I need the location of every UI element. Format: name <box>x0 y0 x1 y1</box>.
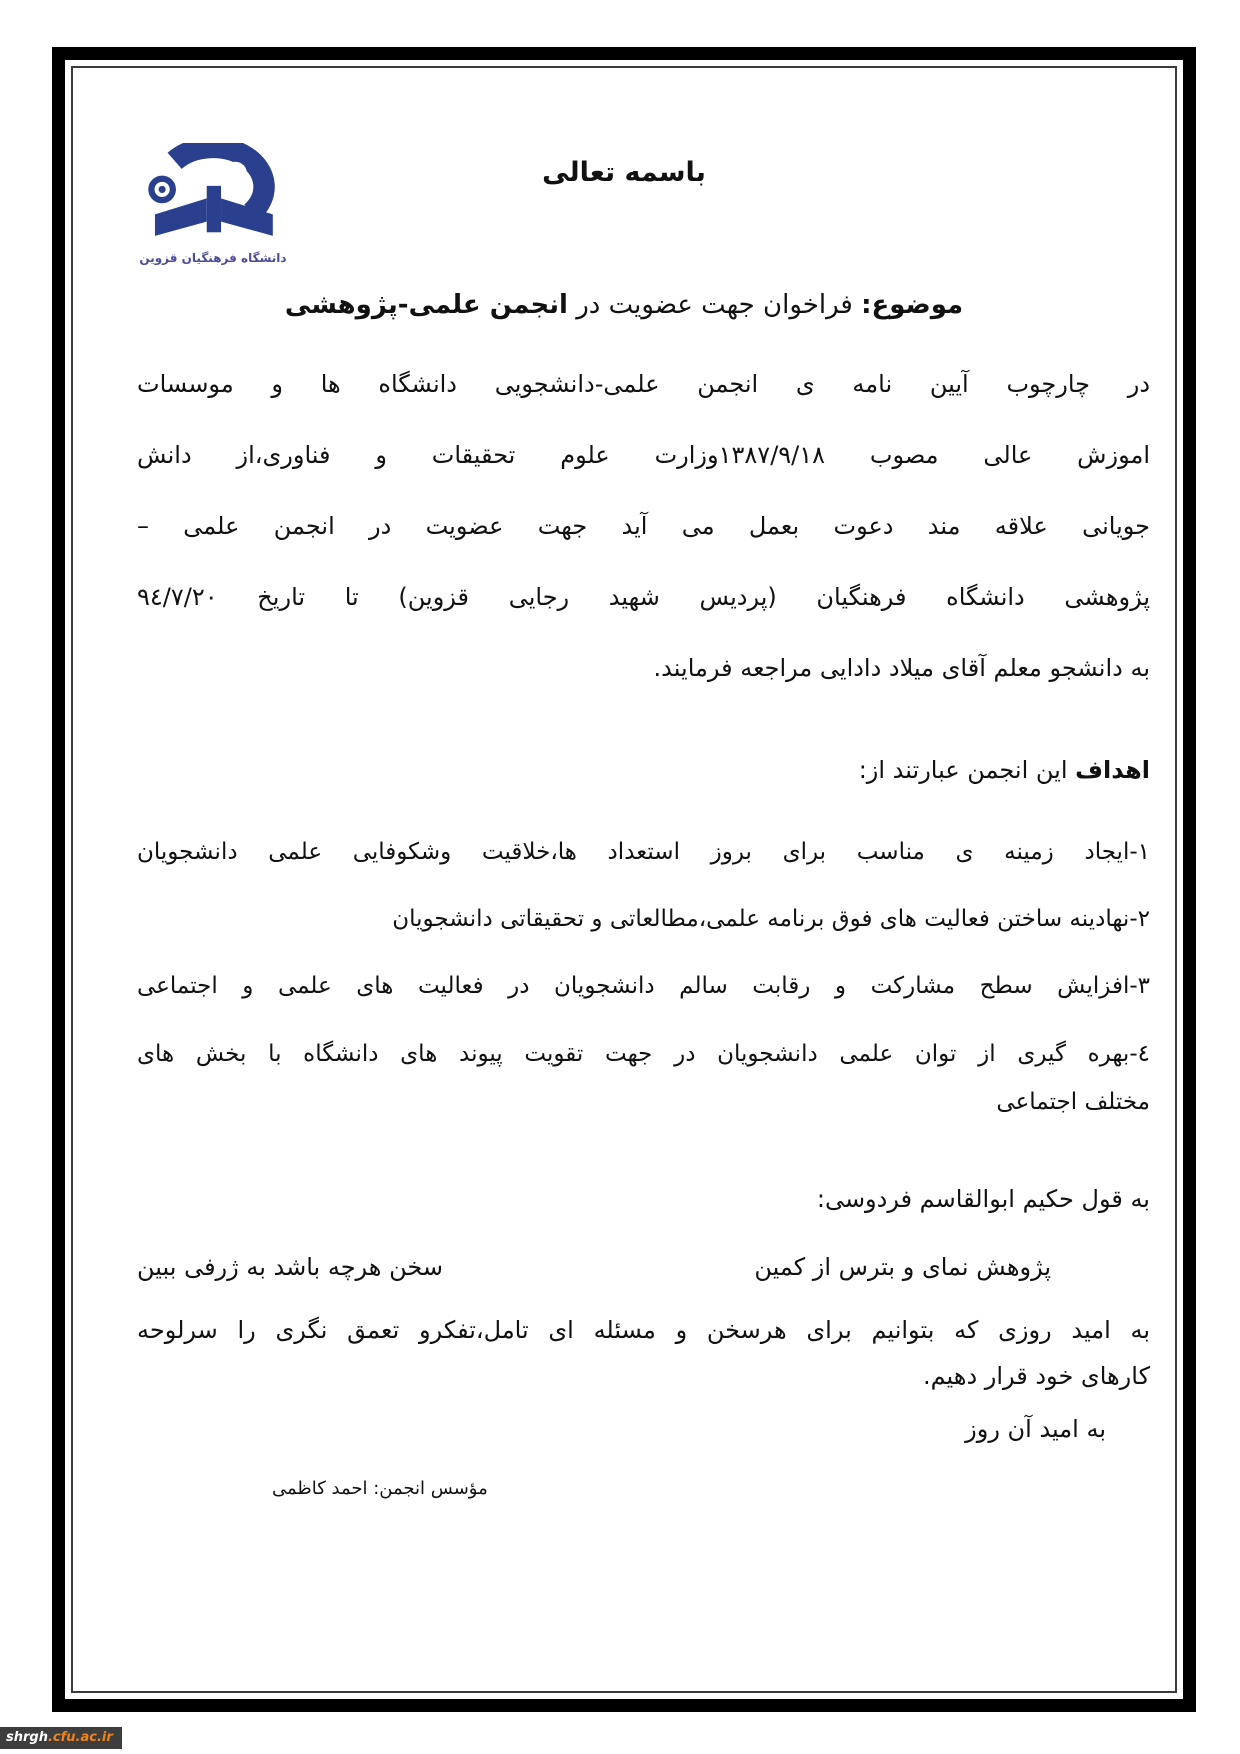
subject-text: فراخوان جهت عضویت در <box>567 290 862 320</box>
intro-line: در چارچوب آیین نامه ی انجمن علمی-دانشجویی دانشگاه ها و موسسات <box>137 370 1150 398</box>
hemistich-left: سخن هرچه باشد به ژرفی ببین <box>137 1253 443 1281</box>
intro-line: به دانشجو معلم آقای میلاد دادایی مراجعه فرمایند. <box>653 654 1150 682</box>
aims-heading <box>82 745 1166 795</box>
subject-association-name: انجمن علمی-پژوهشی <box>284 290 568 320</box>
subject-label: موضوع: <box>861 290 964 320</box>
founder-signature: مؤسس انجمن: احمد کاظمی <box>272 1478 488 1499</box>
document-content <box>82 77 1166 1682</box>
intro-line: پژوهشی دانشگاه فرهنگیان (پردیس شهید رجایی قزوین) تا تاریخ ٩٤/٧/٢٠ <box>137 583 1150 611</box>
closing-paragraph <box>82 1307 1166 1399</box>
hope-line: به امید آن روز <box>965 1415 1106 1443</box>
aims-item-4 <box>137 1030 1150 1126</box>
quote-intro: به قول حکیم ابوالقاسم فردوسی: <box>816 1185 1150 1213</box>
document-inner-border <box>71 66 1177 1693</box>
bismillah-heading: باسمه تعالی <box>542 157 706 188</box>
intro-line: جویانی علاقه مند دعوت بعمل می آید جهت عضویت در انجمن علمی – <box>137 512 1150 540</box>
hemistich-right: پژوهش نمای و بترس از کمین <box>754 1253 1051 1281</box>
quote-verse <box>82 1247 1166 1287</box>
closing-line: کارهای خود قرار دهیم. <box>922 1362 1150 1390</box>
subject-line <box>82 285 1166 325</box>
aims-list <box>82 819 1166 1126</box>
site-watermark <box>0 1727 122 1749</box>
aims-heading-bold: اهداف <box>1075 756 1150 784</box>
aims-item-1: ١-ایجاد زمینه ی مناسب برای بروز استعداد ها،خلاقیت وشکوفایی علمی دانشجویان <box>137 839 1150 865</box>
intro-line: اموزش عالی مصوب ١٣٨٧/٩/١٨وزارت علوم تحقیقات و فناوری،از دانش <box>137 441 1150 469</box>
closing-line: به امید روزی که بتوانیم برای هرسخن و مسئله ای تامل،تفکرو تعمق نگری را سرلوحه <box>137 1316 1150 1344</box>
aims-item-4-line2: مختلف اجتماعی <box>996 1089 1150 1115</box>
university-logo-caption: دانشگاه فرهنگیان قزوین <box>139 251 287 265</box>
aims-item-2: ٢-نهادینه ساختن فعالیت های فوق برنامه علمی،مطالعاتی و تحقیقاتی دانشجویان <box>392 906 1150 932</box>
intro-paragraph <box>82 349 1166 704</box>
aims-item-3: ٣-افزایش سطح مشارکت و رقابت سالم دانشجویان در فعالیت های علمی و اجتماعی <box>137 973 1150 999</box>
watermark-suffix: .cfu.ac.ir <box>47 1730 113 1745</box>
aims-heading-rest: این انجمن عبارتند از: <box>858 756 1076 784</box>
watermark-prefix: shrgh <box>6 1730 48 1745</box>
document-border <box>52 47 1196 1712</box>
aims-item-4-line1: ٤-بهره گیری از توان علمی دانشجویان در جهت تقویت پیوند های دانشگاه با بخش های <box>137 1041 1150 1067</box>
